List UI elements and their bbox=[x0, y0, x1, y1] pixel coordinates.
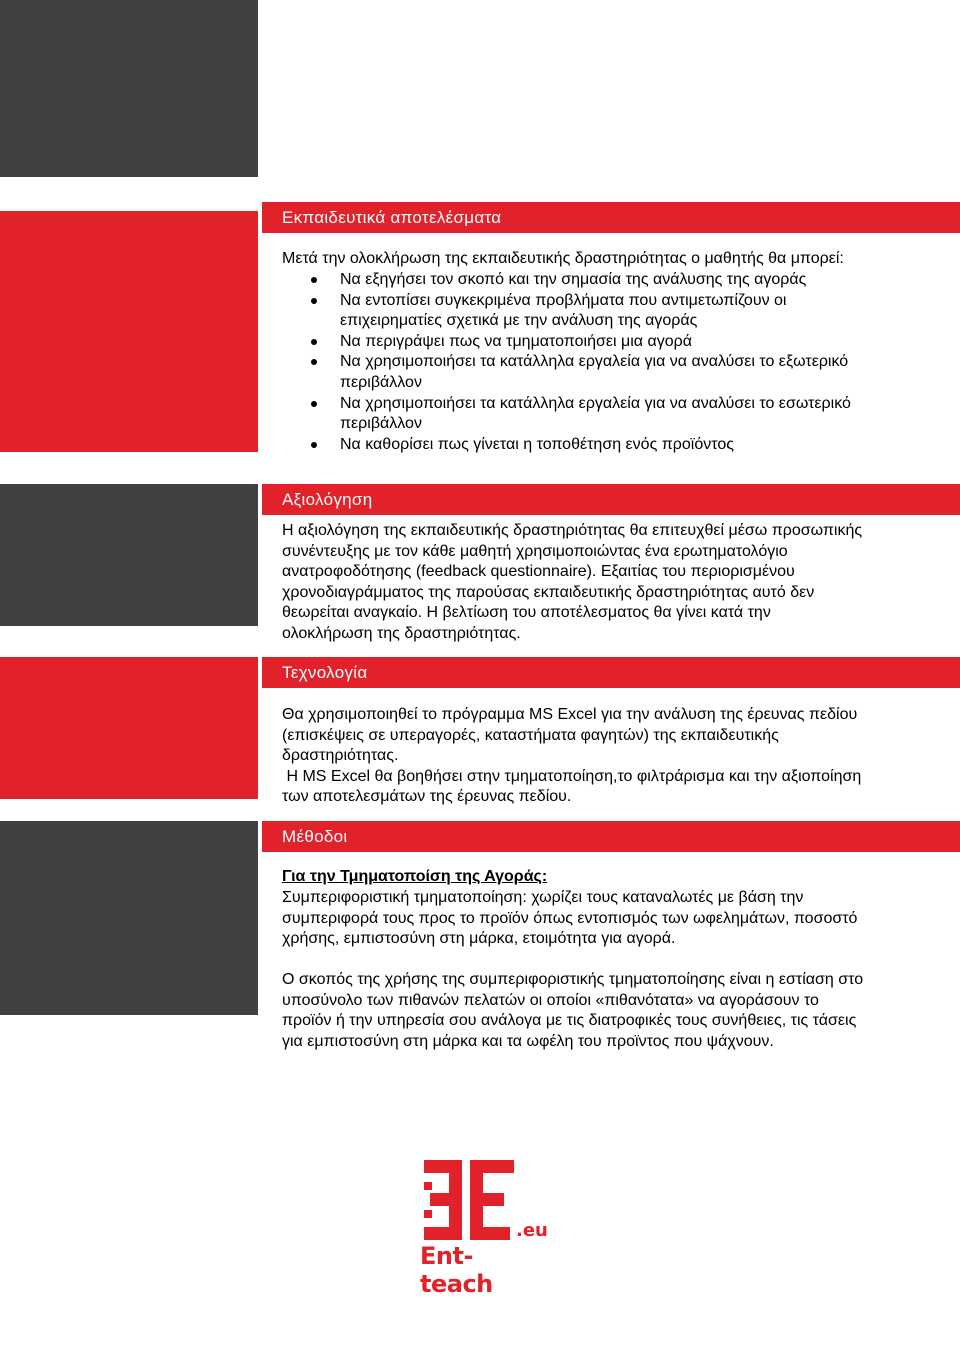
section-header-methods bbox=[262, 821, 960, 852]
outcome-bullet-line: Να χρησιμοποιήσει τα κατάλληλα εργαλεία για να αναλύσει το εσωτερικό bbox=[340, 394, 851, 412]
text-line: δραστηριότητας. bbox=[282, 747, 399, 765]
text-line: ολοκλήρωση της δραστηριότητας. bbox=[282, 624, 521, 642]
outcome-bullet-line: Να χρησιμοποιήσει τα κατάλληλα εργαλεία για να αναλύσει το εξωτερικό bbox=[340, 353, 849, 371]
section-header-assessment bbox=[262, 484, 960, 515]
text-line: υποσύνολο των πιθανών πελατών οι οποίοι «πιθανότατα» να αγοράσουν το bbox=[282, 991, 819, 1009]
bullet-dot-icon bbox=[311, 401, 317, 407]
text-line: των αποτελεσμάτων της έρευνας πεδίου. bbox=[282, 788, 572, 806]
methods-subheading: Για την Τμηματοποίση της Αγοράς: bbox=[282, 868, 548, 885]
outcome-bullet-line: Να περιγράψει πως να τμηματοποιήσει μια αγορά bbox=[340, 332, 692, 350]
text-line: Ο σκοπός της χρήσης της συμπεριφοριστικής τμηματοποίησης είναι η εστίαση στο bbox=[282, 971, 864, 988]
text-line: Συμπεριφοριστική τμηματοποίηση: χωρίζει τους καταναλωτές με βάση την bbox=[282, 889, 804, 906]
sidebar-block-dark-1 bbox=[0, 0, 258, 177]
outcome-bullet-line: Να εντοπίσει συγκεκριμένα προβλήματα που αντιμετωπίζουν οι bbox=[340, 291, 787, 309]
ent-teach-logo bbox=[420, 1160, 548, 1298]
outcome-bullet-line: Να καθορίσει πως γίνεται η τοποθέτηση ενός προϊόντος bbox=[340, 435, 734, 453]
bullet-dot-icon bbox=[311, 339, 317, 345]
outcomes-intro: Μετά την ολοκλήρωση της εκπαιδευτικής δραστηριότητας ο μαθητής θα μπορεί: bbox=[282, 250, 844, 267]
text-line: Θα χρησιμοποιηθεί το πρόγραμμα MS Excel για την ανάλυση της έρευνας πεδίου bbox=[282, 706, 858, 723]
sidebar-block-dark-3 bbox=[0, 821, 258, 1015]
bullet-dot-icon bbox=[311, 359, 317, 365]
bullet-dot-icon bbox=[311, 442, 317, 448]
text-line: συνέντευξης με τον κάθε μαθητή χρησιμοποιώντας ένα ερωτηματολόγιο bbox=[282, 542, 788, 560]
outcome-bullet-line: Να εξηγήσει τον σκοπό και την σημασία της ανάλυσης της αγοράς bbox=[340, 271, 807, 288]
logo-suffix: .eu bbox=[516, 1220, 548, 1241]
outcomes-bullet-list bbox=[282, 270, 942, 455]
methods-paragraph-1 bbox=[282, 888, 942, 950]
sidebar-block-red-1 bbox=[0, 211, 258, 452]
outcome-bullet-item bbox=[282, 435, 942, 456]
outcome-bullet-line: περιβάλλον bbox=[340, 373, 422, 391]
methods-paragraph-2 bbox=[282, 970, 942, 1052]
text-line: χρήσης, εμπιστοσύνη στη μάρκα, ετοιμότητα για αγορά. bbox=[282, 930, 676, 948]
text-line: θεωρείται αναγκαίο. Η βελτίωση του αποτέλεσματος θα γίνει κατά την bbox=[282, 604, 771, 622]
bullet-dot-icon bbox=[311, 298, 317, 304]
outcome-bullet-item bbox=[282, 270, 942, 291]
outcome-bullet-item bbox=[282, 332, 942, 353]
section-title-technology: Τεχνολογία bbox=[282, 663, 368, 682]
section-title-assessment: Αξιολόγηση bbox=[282, 490, 373, 509]
outcome-bullet-line: περιβάλλον bbox=[340, 415, 422, 433]
outcome-bullet-item bbox=[282, 352, 942, 393]
logo-name: Ent-teach bbox=[420, 1242, 493, 1298]
text-line: συμπεριφορά τους προς το προϊόν όπως εντοπισμός των ωφελημάτων, ποσοστό bbox=[282, 909, 858, 927]
section-header-outcomes bbox=[262, 202, 960, 233]
text-line: Η MS Excel θα βοηθήσει στην τμηματοποίηση,το φιλτράρισμα και την αξιοποίηση bbox=[282, 767, 862, 785]
text-line: χρονοδιαγράμματος της παρούσας εκπαιδευτικής δραστηριότητας αυτό δεν bbox=[282, 583, 815, 601]
text-line: ανατροφοδότησης (feedback questionnaire). Εξαιτίας του περιορισμένου bbox=[282, 563, 795, 581]
sidebar-block-red-2 bbox=[0, 657, 258, 799]
section-title-outcomes: Εκπαιδευτικά αποτελέσματα bbox=[282, 208, 502, 227]
assessment-paragraph bbox=[282, 521, 942, 645]
outcome-bullet-item bbox=[282, 394, 942, 435]
bullet-dot-icon bbox=[311, 277, 317, 283]
sidebar-block-dark-2 bbox=[0, 484, 258, 626]
outcome-bullet-line: επιχειρηματίες σχετικά με την ανάλυση της αγοράς bbox=[340, 312, 698, 330]
outcome-bullet-item bbox=[282, 291, 942, 332]
section-header-technology bbox=[262, 657, 960, 688]
text-line: προϊόν ή την υπηρεσία σου ανάλογα με τις διατροφικές τους συνήθειες, τις τάσεις bbox=[282, 1012, 857, 1030]
text-line: για εμπιστοσύνη στη μάρκα και τα ωφέλη του προϊντος που ψάχνουν. bbox=[282, 1032, 774, 1050]
section-title-methods: Μέθοδοι bbox=[282, 827, 348, 846]
text-line: Η αξιολόγηση της εκπαιδευτικής δραστηριότητας θα επιτευχθεί μέσω προσωπικής bbox=[282, 522, 863, 539]
text-line: (επισκέψεις σε υπεραγορές, καταστήματα φαγητών) της εκπαιδευτικής bbox=[282, 726, 779, 744]
technology-paragraph bbox=[282, 705, 942, 808]
